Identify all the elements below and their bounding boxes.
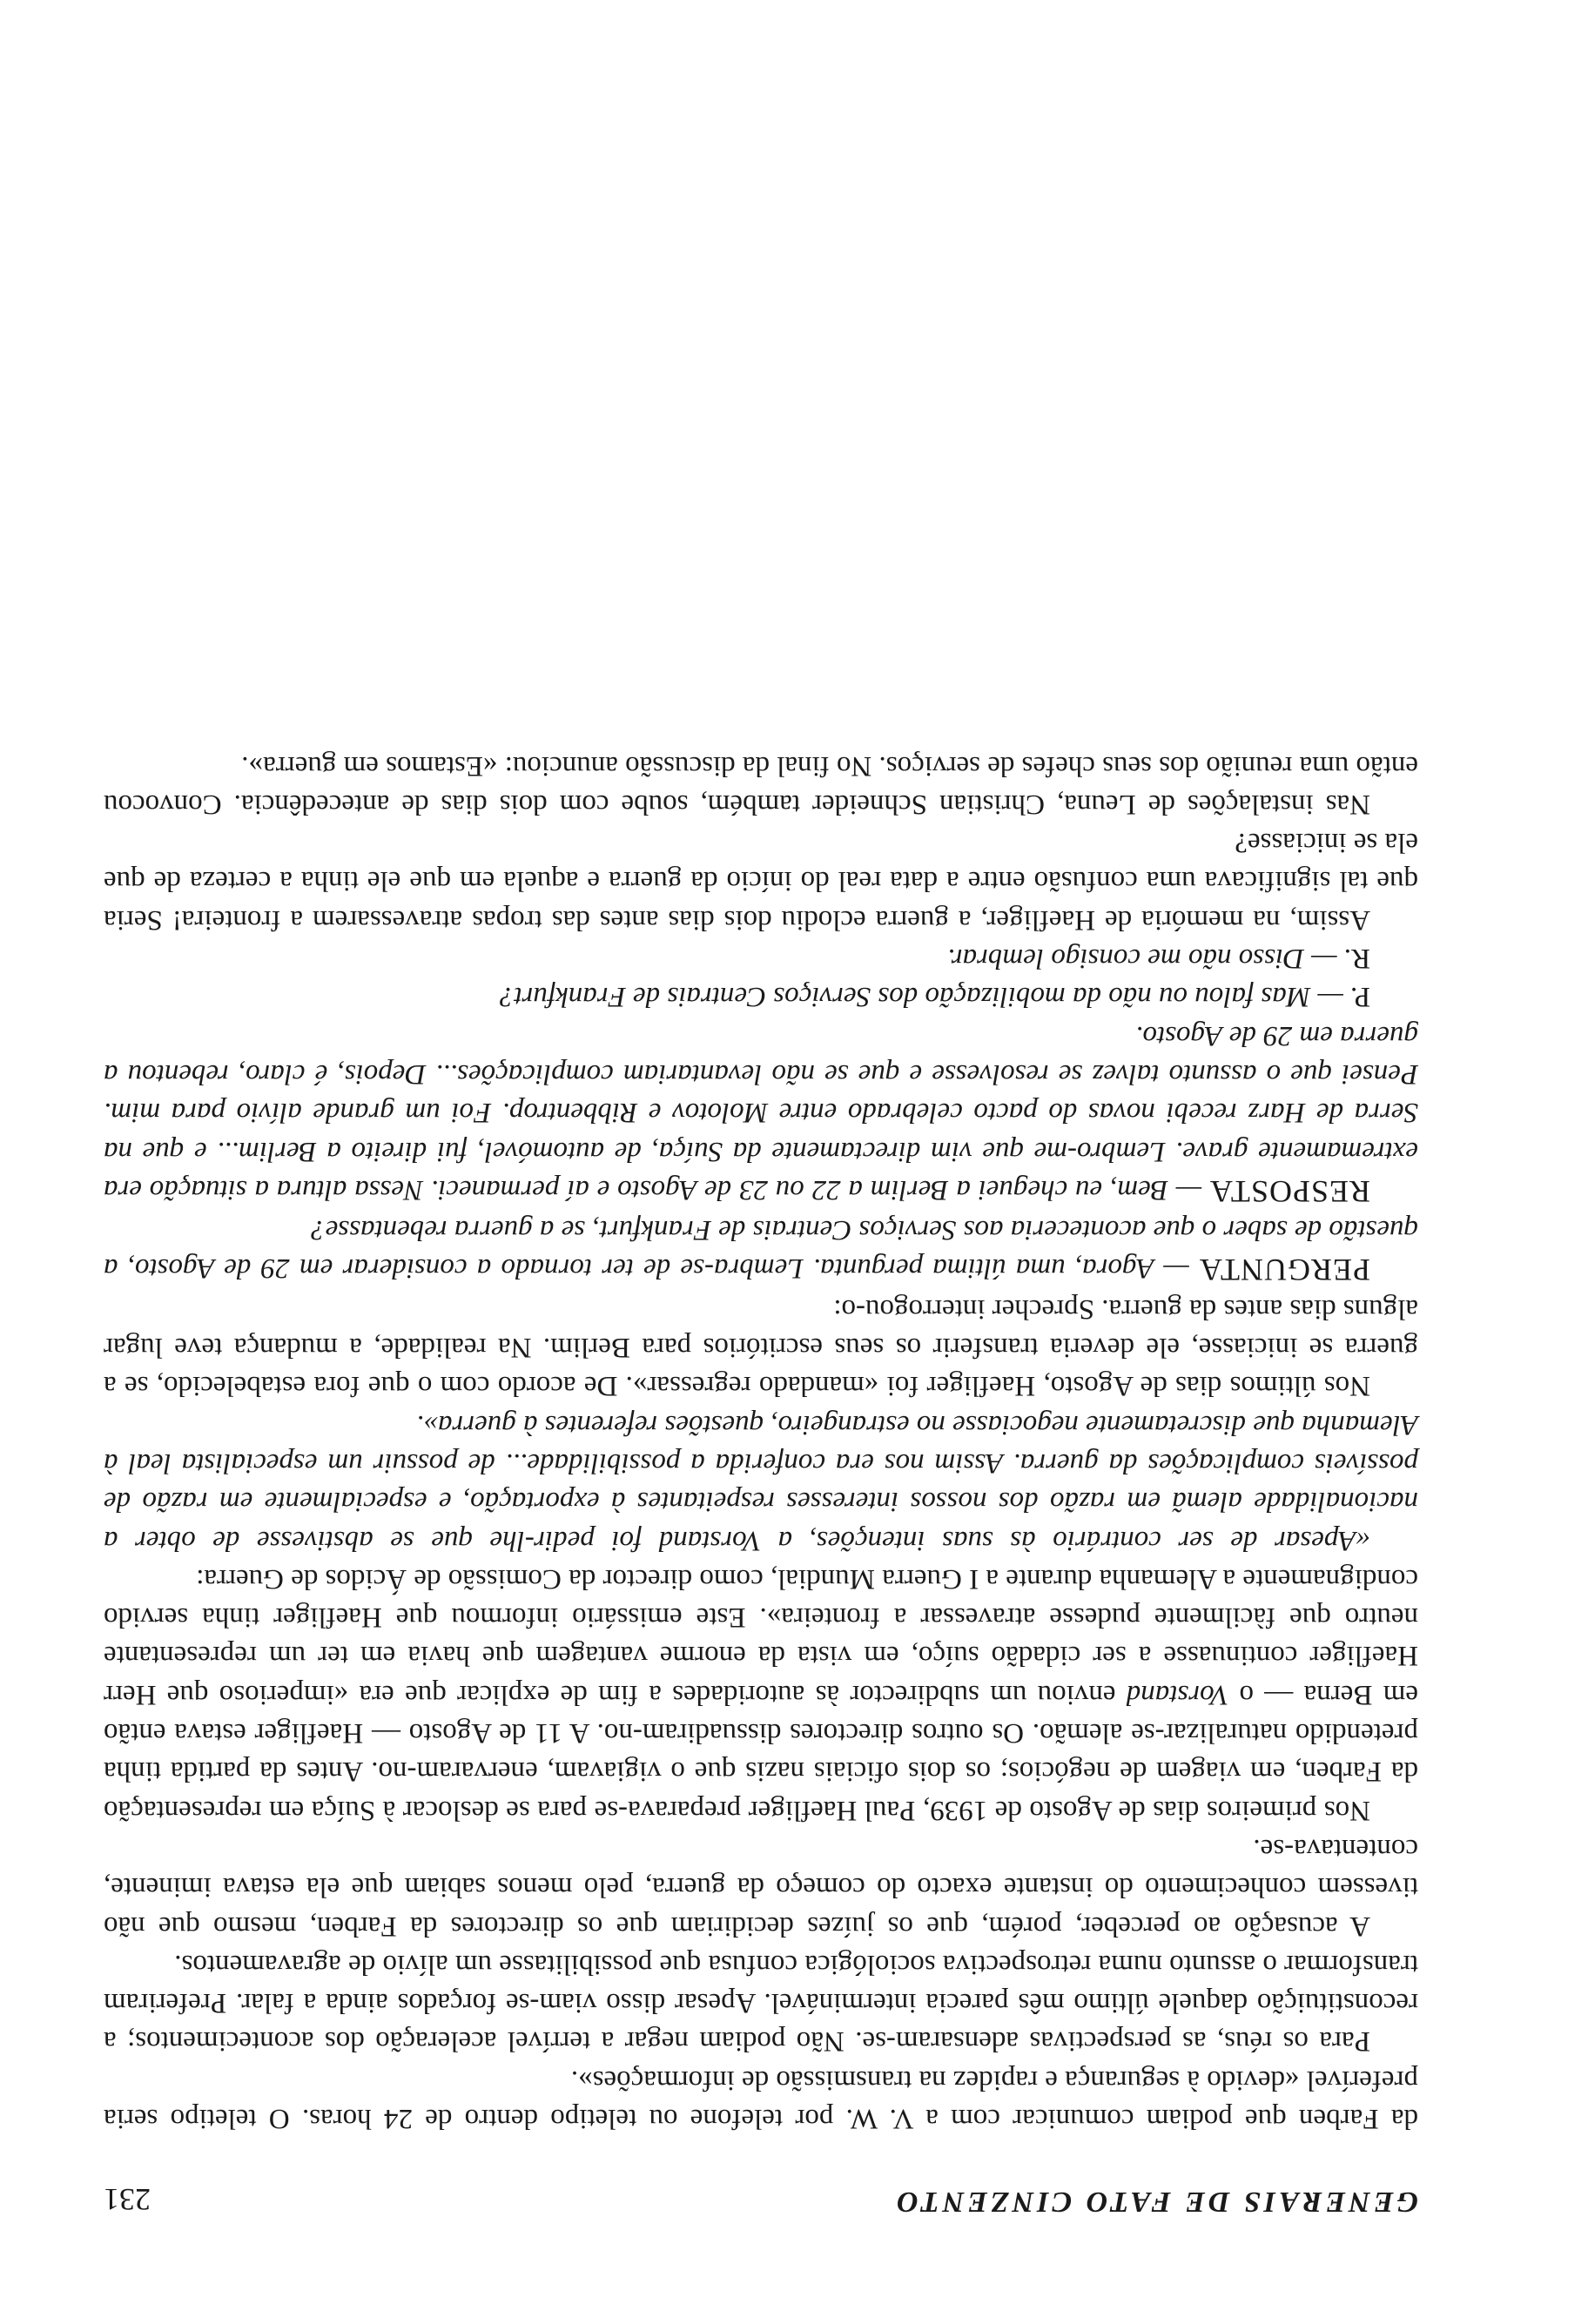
question-2-text: — Mas falou ou não da mobilização dos Serviços Centrais de Frankfurt?	[499, 981, 1351, 1013]
question-text: — Agora, uma última pergunta. Lembra-se de ter tornado a considerar em 29 de Agosto, a questão de saber o que aconteceria aos Serviços Centrais de Frankfurt, se a guerra rebentasse?	[104, 1214, 1418, 1285]
interview-answer	[104, 1016, 1418, 1210]
paragraph-5: Nos últimos dias de Agosto, Haefliger foi «mandado regressar». De acordo com o que fora estabelecido, se a guerra se iniciasse, ele deveria transferir os seus escritórios para Berlim. Na realidade, a mudança teve lugar alguns dias antes da guerra. Sprecher interrogou-o:	[104, 1293, 1418, 1402]
question-2-prefix: P.	[1350, 981, 1370, 1013]
running-title: GENERAIS DE FATO CINZENTO	[893, 2186, 1418, 2218]
block-quote: «Apesar de ser contrário às suas intenções, a Vorstand foi pedir-lhe que se abstivesse de obter a nacionalidade alemã em razão dos nossos interesses respeitantes à exportação, e especialmente em razão de possíveis complicações da guerra. Assim nos era conferida a possibilidade... de possuir um especialista leal à Alemanha que discretamente negociasse no estrangeiro, questões referentes à guerra».	[104, 1408, 1418, 1556]
page-content	[104, 746, 1418, 2218]
interview-question-2	[104, 977, 1418, 1016]
page-header	[104, 2174, 1418, 2218]
answer-2-text: — Disso não me consigo lembrar.	[947, 943, 1344, 975]
paragraph-4-end: enviou um subdirector às autoridades a fim de explicar que era «imperioso que Herr Haefliger continuasse a ser cidadão suíço, em vista da enorme vantagem que havia em ter um representante neutro que fàcilmente pudesse atravessar a fronteira». Este emissário informou que Haefliger tinha servido condignamente a Alemanha durante a I Guerra Mundial, como director da Comissão de Ácidos de Guerra:	[104, 1562, 1418, 1710]
interview-question	[104, 1211, 1418, 1290]
answer-text: — Bem, eu cheguei a Berlim a 22 ou 23 de Agosto e aí permaneci. Nessa altura a situação era extremamente grave. Lembro-me que vim directamente da Suíça, de automóvel, fui direito a Berlim... e que na Serra de Harz recebi novas do pacto celebrado entre Molotov e Ribbentrop. Foi um grande alívio para mim. Pensei que o assunto talvez se resolvesse e que se não levantariam complicações... Depois, é claro, rebentou a guerra em 29 de Agosto.	[104, 1019, 1418, 1206]
paragraph-4	[104, 1560, 1418, 1830]
question-speaker: PERGUNTA	[1198, 1253, 1370, 1288]
paragraph-1: da Farben que podiam comunicar com a V. W. por telefone ou teletipo dentro de 24 horas. O teletipo seria preferível «devido à segurança e rapidez na transmissão de informações».	[104, 2064, 1418, 2134]
page-number: 231	[104, 2182, 151, 2217]
paragraph-6: Assim, na memória de Haefliger, a guerra eclodiu dois dias antes das tropas atravessarem a fronteira! Seria que tal significava uma confusão entre a data real do início da guerra e aquela em que ele tinha a certeza de que ela se iniciasse?	[104, 827, 1418, 936]
answer-2-prefix: R.	[1343, 943, 1370, 975]
paragraph-7: Nas instalações de Leuna, Christian Schneider também, soube com dois dias de antecedência. Convocou então uma reunião dos seus chefes de serviços. No final da discussão anunciou: «Estamos em guerra».	[104, 749, 1418, 820]
paragraph-3: A acusação ao perceber, porém, que os juízes decidiriam que os directores da Farben, mesmo que não tivessem conhecimento do instante exacto do começo da guerra, pelo menos sabiam que ela estava iminente, contentava-se.	[104, 1832, 1418, 1942]
interview-answer-2	[104, 939, 1418, 977]
paragraph-2: Para os réus, as perspectivas adensaram-se. Não podiam negar a terrível aceleração dos acontecimentos; a reconstituição daquele último mês parecia interminável. Apesar disso viam-se forçados ainda a falar. Preferiram transformar o assunto numa retrospectiva sociológica confusa que possibilitasse um alívio de agravamentos.	[104, 1948, 1418, 2058]
paragraph-4-start: Nos primeiros dias de Agosto de 1939, Paul Haefliger preparava-se para se deslocar à Suíça em representação da Farben, em viagem de negócios; os dois oficiais nazis que o vigiavam, enervaram-no. Antes da partida tinha pretendido naturalizar-se alemão. Os outros directores dissuadiram-no. A 11 de Agosto — Haefliger estava então em Berna — o	[104, 1678, 1418, 1826]
answer-speaker: RESPOSTA	[1208, 1173, 1370, 1209]
vorstand-term: Vorstand	[1126, 1678, 1229, 1710]
